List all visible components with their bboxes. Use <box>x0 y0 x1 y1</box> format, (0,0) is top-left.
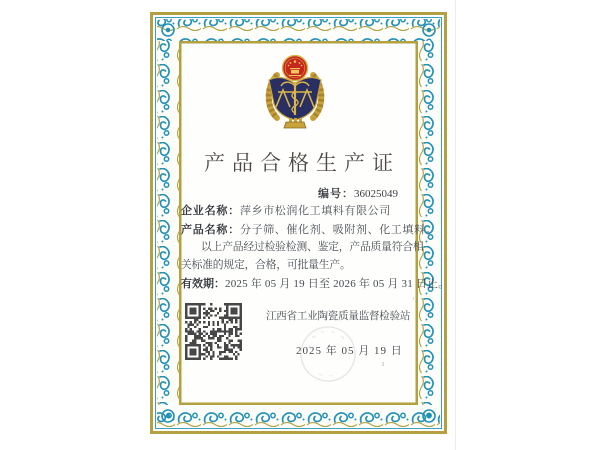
scan-artifact-mark: ı <box>382 359 385 368</box>
serial-row <box>318 185 398 201</box>
certificate-title: 产品合格生产证 <box>204 151 400 175</box>
product-name-row <box>181 221 437 237</box>
validity-label: 有效期： <box>181 278 225 290</box>
validity-row <box>181 275 449 291</box>
issuer-name: 江西省工业陶瓷质量监督检验站 <box>266 311 411 322</box>
statement-line-1: 以上产品经过检验检测、鉴定，产品质量符合相 <box>201 241 424 253</box>
company-name-row <box>181 202 391 218</box>
certificate <box>150 12 450 434</box>
official-seal-icon <box>298 324 358 384</box>
statement-line-2: 关标准的规定，合格，可批量生产。 <box>181 259 351 271</box>
scan-artifact-mark: ’ <box>412 296 415 305</box>
quality-supervision-badge-icon <box>263 55 327 133</box>
company-name-label: 企业名称： <box>181 205 240 217</box>
serial-number: 36025049 <box>354 188 398 200</box>
product-name-label: 产品名称： <box>181 224 240 236</box>
product-name-value: 分子筛、催化剂、吸附剂、化工填料。 <box>240 224 438 236</box>
serial-label: 编号： <box>318 188 354 200</box>
issue-date: 2025 年 05 月 19 日 <box>296 345 403 357</box>
qr-code <box>185 303 242 360</box>
photo-edge-line <box>455 0 456 450</box>
validity-value: 2025 年 05 月 19 日至 2026 年 05 月 31 日止。 <box>225 278 450 290</box>
company-name-value: 萍乡市松润化工填料有限公司 <box>240 205 391 217</box>
